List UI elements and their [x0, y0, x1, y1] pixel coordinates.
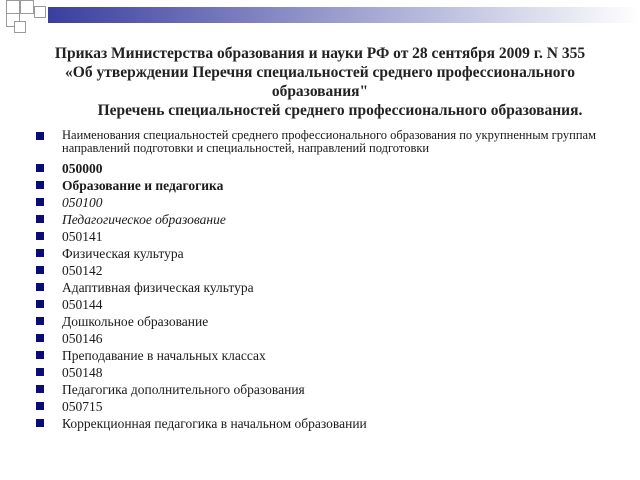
list-item: 050144 [36, 296, 616, 313]
decor-square [14, 21, 26, 33]
title-line-3: образования" [271, 83, 369, 100]
list-item: Дошкольное образование [36, 313, 616, 330]
list-item: Коррекционная педагогика в начальном образовании [36, 415, 616, 432]
decor-gradient-bar [48, 7, 640, 23]
decorative-header-squares [0, 0, 640, 30]
title-line-2: «Об утверждении Перечня специальностей среднего профессионального [65, 64, 575, 81]
list-item: 050142 [36, 262, 616, 279]
list-item: 050715 [36, 398, 616, 415]
decor-square [20, 0, 34, 14]
title-line-1: Приказ Министерства образования и науки РФ от 28 сентября 2009 г. N 355 [54, 45, 586, 62]
page-title [20, 44, 620, 101]
specialty-list [36, 129, 616, 432]
list-item: Физическая культура [36, 245, 616, 262]
list-item: Образование и педагогика [36, 177, 616, 194]
list-subtitle: Перечень специальностей среднего профессионального образования. [97, 102, 583, 119]
list-item: Наименования специальностей среднего профессионального образования по укрупненным группам направлений подготовки и специальностей, направлений подготовки [36, 129, 616, 155]
list-item: Преподавание в начальных классах [36, 347, 616, 364]
decor-square [6, 0, 20, 14]
list-item: 050146 [36, 330, 616, 347]
list-item: 050148 [36, 364, 616, 381]
list-item: 050100 [36, 194, 616, 211]
list-item: 050141 [36, 228, 616, 245]
list-item: Адаптивная физическая культура [36, 279, 616, 296]
decor-square [34, 6, 46, 18]
list-item: Педагогика дополнительного образования [36, 381, 616, 398]
list-item: 050000 [36, 160, 616, 177]
list-item: Педагогическое образование [36, 211, 616, 228]
